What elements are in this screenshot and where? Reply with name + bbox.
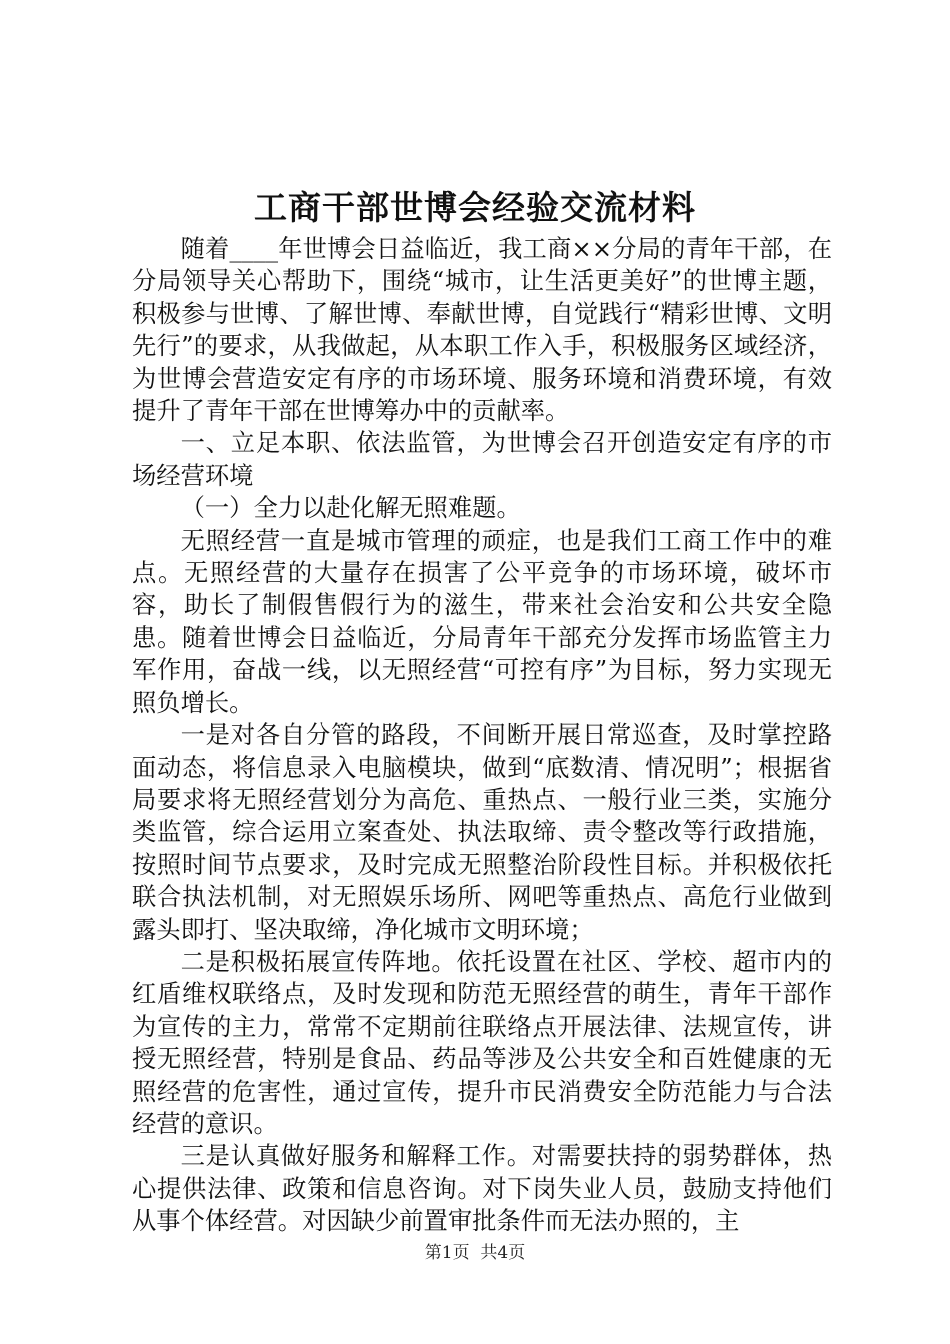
paragraph-point-one: 一是对各自分管的路段，不间断开展日常巡查，及时掌控路面动态，将信息录入电脑模块，做到“底数清、情况明”；根据省局要求将无照经营划分为高危、重热点、一般行业三类，实施分类监管，综合运用立案查处、执法取缔、责令整改等行政措施，按照时间节点要求，及时完成无照整治阶段性目标。并积极依托联合执法机制，对无照娱乐场所、网吧等重热点、高危行业做到露头即打、坚决取缔，净化城市文明环境； [132,720,832,944]
section-heading-1: 一、立足本职、依法监管，为世博会召开创造安定有序的市场经营环境 [132,428,832,490]
paragraph-unlicensed-overview: 无照经营一直是城市管理的顽症，也是我们工商工作中的难点。无照经营的大量存在损害了公平竞争的市场环境，破坏市容，助长了制假售假行为的滋生，带来社会治安和公共安全隐患。随着世博会日益临近，分局青年干部充分发挥市场监管主力军作用，奋战一线，以无照经营“可控有序”为目标，努力实现无照负增长。 [132,525,832,717]
page-number-label: 第1页 共4页 [424,1243,526,1263]
paragraph-point-two: 二是积极拓展宣传阵地。依托设置在社区、学校、超市内的红盾维权联络点，及时发现和防范无照经营的萌生，青年干部作为宣传的主力，常常不定期前往联络点开展法律、法规宣传，讲授无照经营，特别是食品、药品等涉及公共安全和百姓健康的无照经营的危害性，通过宣传，提升市民消费安全防范能力与合法经营的意识。 [132,946,832,1138]
paragraph-point-three: 三是认真做好服务和解释工作。对需要扶持的弱势群体，热心提供法律、政策和信息咨询。对下岗失业人员，鼓励支持他们从事个体经营。对因缺少前置审批条件而无法办照的，主 [132,1141,832,1236]
subsection-heading-1: （一）全力以赴化解无照难题。 [180,493,521,523]
paragraph-intro: 随着____年世博会日益临近，我工商××分局的青年干部，在分局领导关心帮助下，围绕“城市，让生活更美好”的世博主题，积极参与世博、了解世博、奉献世博，自觉践行“精彩世博、文明先行”的要求，从我做起，从本职工作入手，积极服务区域经济，为世博会营造安定有序的市场环境、服务环境和消费环境，有效提升了青年干部在世博筹办中的贡献率。 [132,234,832,426]
page-footer [0,1241,950,1265]
document-title: 工商干部世博会经验交流材料 [254,188,696,227]
document-body [132,233,832,1238]
